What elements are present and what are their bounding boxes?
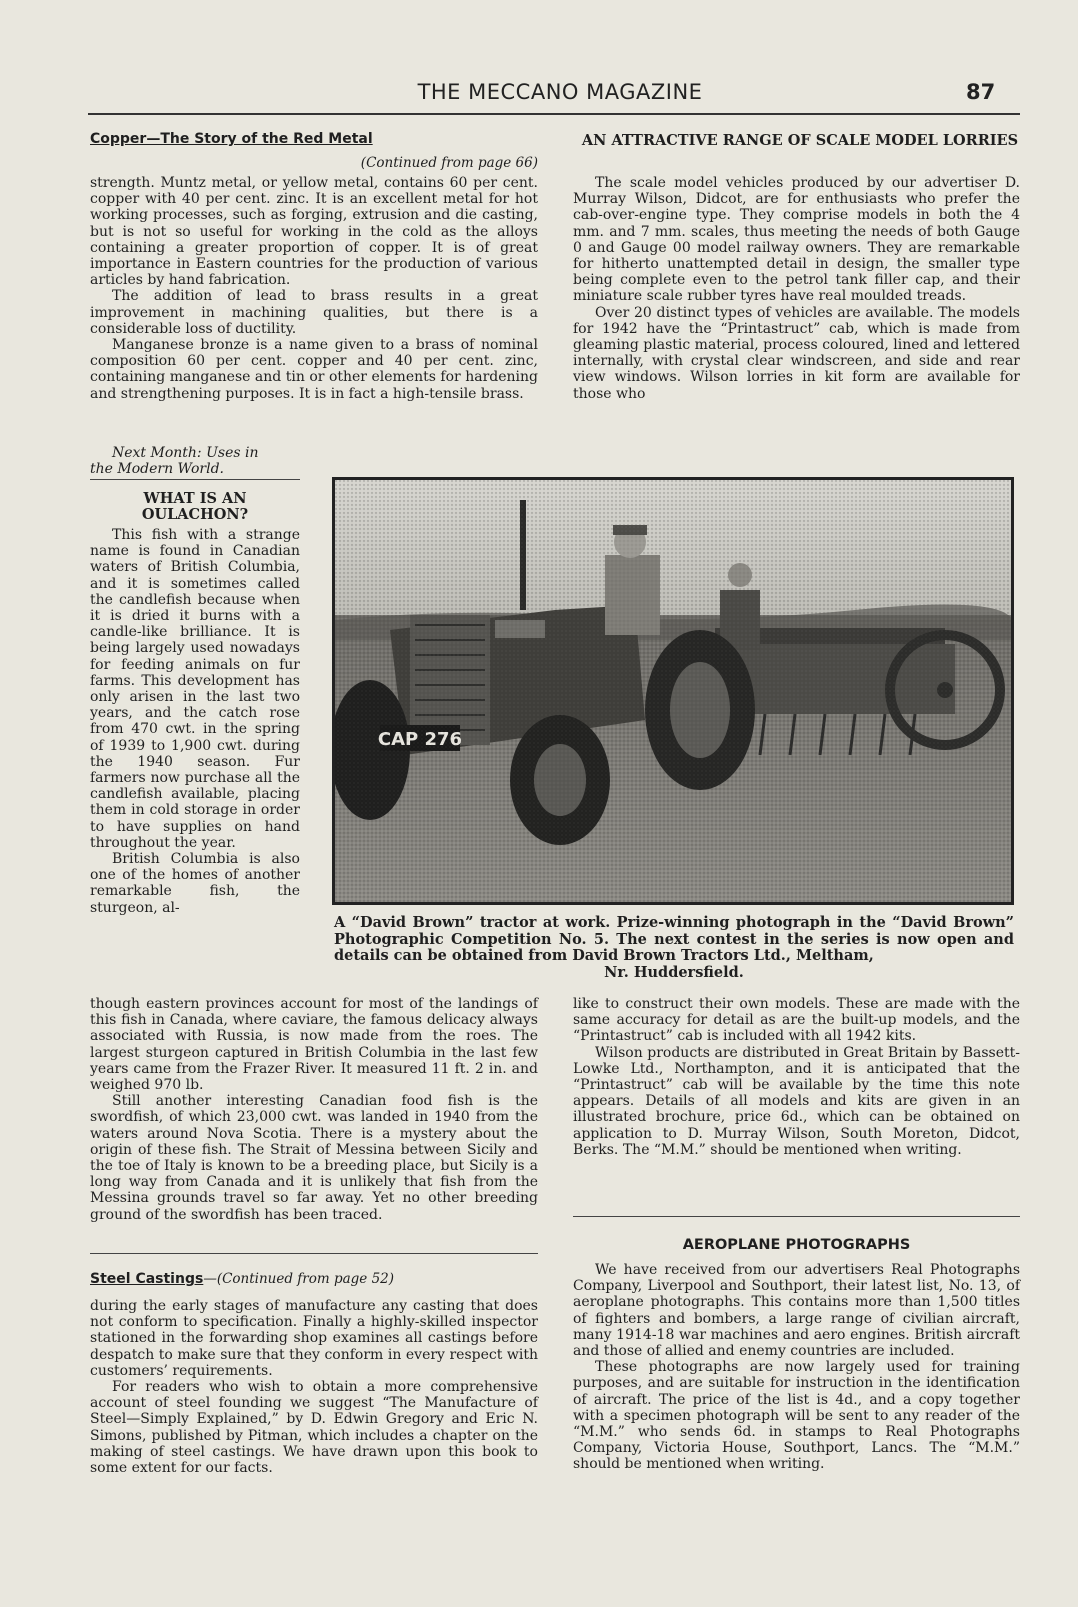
section-divider	[90, 1253, 538, 1254]
steel-paragraph: For readers who wish to obtain a more comprehensive account of steel founding we suggest “The Manufacture of Steel—Simply Explained,” by D. Edwin Gregory and Eric N. Simons, published by Pitman, which includes a chapter on the making of steel castings. We have drawn upon this book to some extent for our facts.	[90, 1379, 538, 1477]
oulachon-paragraph: Still another interesting Canadian food fish is the swordfish, of which 23,000 cwt. was landed in 1940 from the waters around Nova Scotia. There is a mystery about the origin of these fish. The Strait of Messina between Sicily and the toe of Italy is known to be a breeding place, but Sicily is a long way from Canada and it is unlikely that fish from the Messina grounds travel so far away. Yet no other breeding ground of the swordfish has been traced.	[90, 1093, 538, 1223]
lorries-paragraph: The scale model vehicles produced by our advertiser D. Murray Wilson, Didcot, are for enthusiasts who prefer the cab-over-engine type. They comprise models in both the 4 mm. and 7 mm. scales, thus meeting the needs of both Gauge 0 and Gauge 00 model railway owners. They are remarkable for hitherto unattempted detail in design, the smaller type being complete even to the petrol tank filler cap, and their miniature scale rubber tyres have real moulded treads.	[573, 175, 1020, 305]
steel-body	[90, 1298, 538, 1476]
oulachon-title-line1: WHAT IS AN	[143, 490, 247, 507]
lorries-paragraph: Wilson products are distributed in Great Britain by Bassett-Lowke Ltd., Northampton, and it is anticipated that the “Printastruct” cab will be available by the time this note appears. Details of all models and kits are given in an illustrated brochure, price 6d., which can be obtained on application to D. Murray Wilson, South Moreton, Didcot, Berks. The “M.M.” should be mentioned when writing.	[573, 1044, 1020, 1158]
copper-title: Copper—The Story of the Red Metal	[90, 131, 373, 147]
lorries-continued-body	[573, 996, 1020, 1158]
oulachon-title-line2: OULACHON?	[141, 506, 249, 523]
steel-heading	[90, 1271, 538, 1287]
aeroplane-body	[573, 1262, 1020, 1473]
next-month-line2: the Modern World.	[90, 461, 224, 477]
caption-text: A “David Brown” tractor at work. Prize-winning photograph in the “David Brown” Photographic Competition No. 5. The next contest in the series is now open and details can be obtained from David Brown Tractors Ltd., Meltham,	[334, 914, 1014, 964]
copper-body	[90, 175, 538, 402]
caption-last-line: Nr. Huddersfield.	[604, 963, 744, 981]
steel-paragraph: during the early stages of manufacture any casting that does not conform to specification. Finally a highly-skilled inspector stationed in the forwarding shop examines all castings before despatch to make sure that they conform in every respect with customers’ requirements.	[90, 1298, 538, 1379]
oulachon-narrow-body	[90, 527, 300, 916]
aeroplane-title: AEROPLANE PHOTOGRAPHS	[682, 1237, 911, 1253]
oulachon-paragraph: This fish with a strange name is found in Canadian waters of British Columbia, and it is sometimes called the candlefish because when it is dried it burns with a candle-like brilliance. It is being largely used nowadays for feeding animals on fur farms. This development has only arisen in the last two years, and the catch rose from 470 cwt. in the spring of 1939 to 1,900 cwt. during the 1940 season. Fur farmers now purchase all the candlefish available, placing them in cold storage in order to have supplies on hand throughout the year.	[90, 527, 300, 851]
copper-paragraph: strength. Muntz metal, or yellow metal, contains 60 per cent. copper with 40 per cent. zinc. It is an excellent metal for hot working processes, such as forging, extrusion and die casting, but is not so useful for working in the cold as the alloys containing a greater proportion of copper. It is of great importance in Eastern countries for the production of various articles by hand fabrication.	[90, 175, 538, 289]
section-divider	[90, 479, 300, 480]
copper-paragraph: Manganese bronze is a name given to a brass of nominal composition 60 per cent. copper and 40 per cent. zinc, containing manganese and tin or other elements for hardening and strengthening purposes. It is in fact a high-tensile brass.	[90, 337, 538, 402]
copper-paragraph: The addition of lead to brass results in a great improvement in machining qualities, but there is a considerable loss of ductility.	[90, 288, 538, 337]
lorries-paragraph: like to construct their own models. These are made with the same accuracy for detail as are the built-up models, and the “Printastruct” cab is included with all 1942 kits.	[573, 996, 1020, 1045]
section-divider	[573, 1216, 1020, 1217]
header-rule	[88, 113, 1020, 115]
aeroplane-paragraph: These photographs are now largely used for training purposes, and are suitable for instruction in the identification of aircraft. The price of the list is 4d., and a copy together with a specimen photograph will be sent to any reader of the “M.M.” who sends 6d. in stamps to Real Photographs Company, Victoria House, Southport, Lancs. The “M.M.” should be mentioned when writing.	[573, 1359, 1020, 1473]
lorries-paragraph: Over 20 distinct types of vehicles are available. The models for 1942 have the “Printastruct” cab, which is made from gleaming plastic material, process coloured, lined and lettered internally, with crystal clear windscreen, and side and rear view windows. Wilson lorries in kit form are available for those who	[573, 304, 1020, 402]
steel-continued: —(Continued from page 52)	[203, 1271, 395, 1287]
steel-title: Steel Castings	[90, 1271, 204, 1287]
tractor-photograph	[332, 477, 1014, 905]
lorries-body	[573, 175, 1020, 402]
aeroplane-paragraph: We have received from our advertisers Real Photographs Company, Liverpool and Southport, their latest list, No. 13, of aeroplane photographs. This contains more than 1,500 titles of fighters and bombers, a large range of civilian aircraft, many 1914-18 war machines and aero engines. British aircraft and those of allied and enemy countries are included.	[573, 1262, 1020, 1360]
lorries-title: AN ATTRACTIVE RANGE OF SCALE MODEL LORRIES	[581, 132, 1019, 149]
copper-continued: (Continued from page 66)	[360, 155, 538, 171]
next-month-line1: Next Month: Uses in	[112, 445, 259, 461]
tractor-photo-image	[335, 480, 1011, 902]
photo-caption	[334, 915, 1014, 981]
oulachon-wide-body	[90, 996, 538, 1223]
oulachon-paragraph: British Columbia is also one of the homes of another remarkable fish, the sturgeon, al-	[90, 851, 300, 916]
magazine-title: THE MECCANO MAGAZINE	[417, 80, 703, 104]
oulachon-paragraph: though eastern provinces account for most of the landings of this fish in Canada, where caviare, the famous delicacy always associated with Russia, is now made from the roes. The largest sturgeon captured in British Columbia in the last few years came from the Frazer River. It measured 11 ft. 2 in. and weighed 970 lb.	[90, 996, 538, 1094]
page-number: 87	[966, 80, 996, 104]
